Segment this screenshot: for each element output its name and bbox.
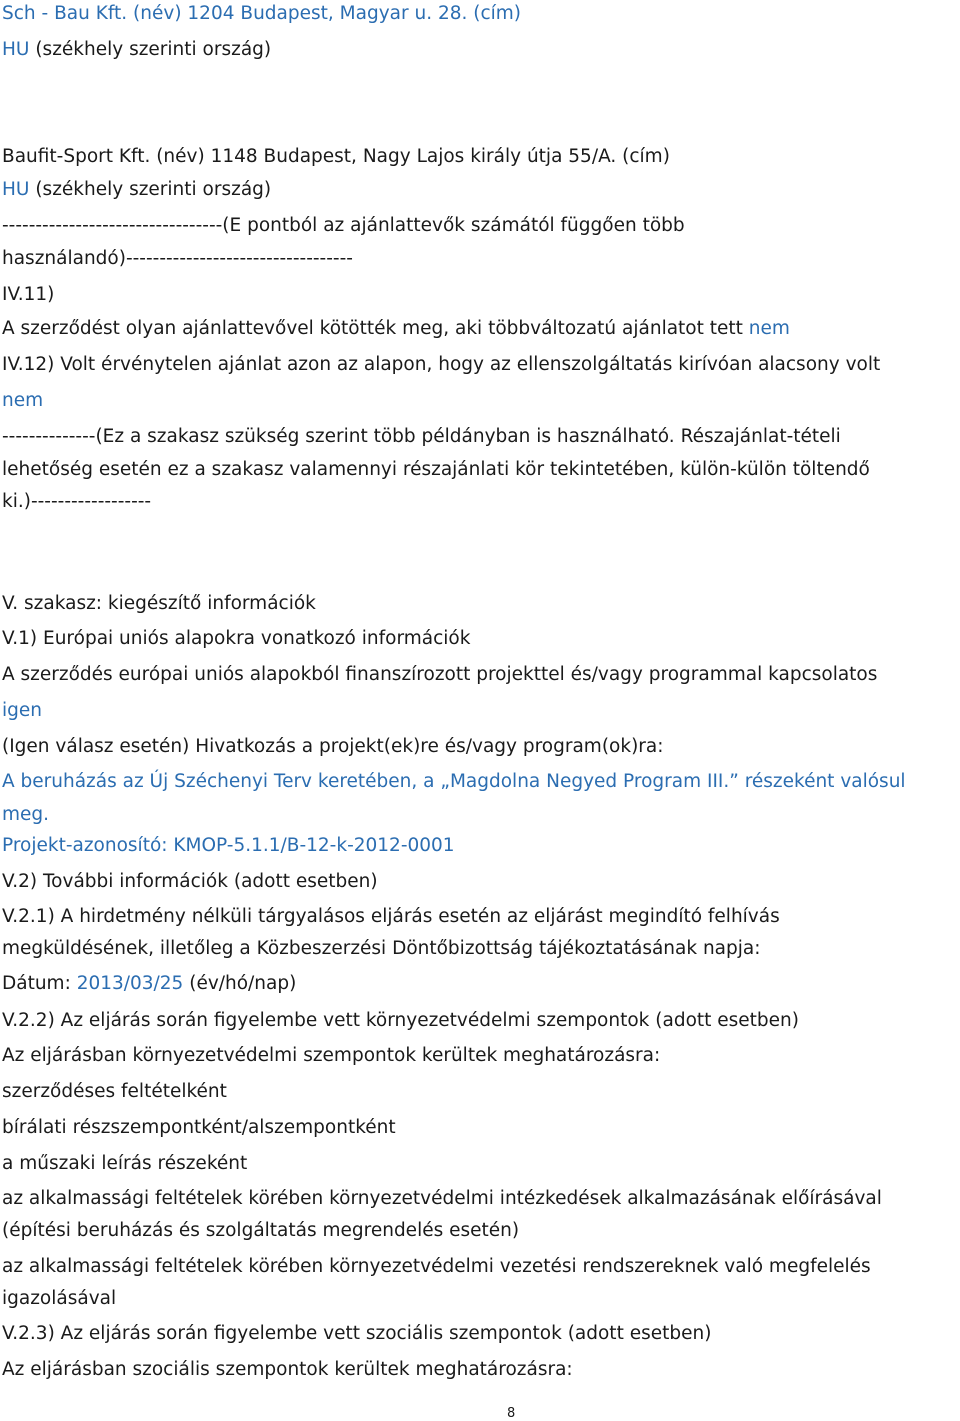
project-reference-text: A beruházás az Új Széchenyi Terv keretében, a „Magdolna Negyed Program III.” részeként valósul <box>2 771 906 792</box>
environmental-heading: V.2.2) Az eljárás során figyelembe vett környezetvédelmi szempontok (adott esetben) <box>2 1010 799 1031</box>
project-reference-text: meg. <box>2 804 50 825</box>
environmental-option: bírálati részszempontként/alszempontként <box>2 1117 396 1138</box>
section-v-title: V. szakasz: kiegészítő információk <box>2 593 316 614</box>
note-line: --------------(Ez a szakasz szükség szerint több példányban is használható. Részajánlat-tételi <box>2 426 841 447</box>
project-reference-label: (Igen válasz esetén) Hivatkozás a projekt(ek)re és/vagy program(ok)ra: <box>2 736 664 757</box>
winner-2-country: HU (székhely szerinti ország) <box>2 179 272 200</box>
social-heading: V.2.3) Az eljárás során figyelembe vett szociális szempontok (adott esetben) <box>2 1323 712 1344</box>
note-line: ki.)------------------ <box>2 491 152 512</box>
note-line: lehetőség esetén ez a szakasz valamennyi részajánlati kör tekintetében, külön-külön töltendő <box>2 459 870 480</box>
environmental-intro: Az eljárásban környezetvédelmi szempontok kerültek meghatározásra: <box>2 1045 661 1066</box>
negotiated-procedure-line: megküldésének, illetőleg a Közbeszerzési Döntőbizottság tájékoztatásának napja: <box>2 938 761 959</box>
invalid-offer-answer: nem <box>2 390 44 411</box>
date-line: Dátum: 2013/03/25 (év/hó/nap) <box>2 973 297 994</box>
environmental-option: az alkalmassági feltételek körében környezetvédelmi intézkedések alkalmazásának előírásával <box>2 1188 882 1209</box>
page-number: 8 <box>507 1406 516 1421</box>
separator-line: ---------------------------------(E pontból az ajánlattevők számától függően több <box>2 215 685 236</box>
variant-offer-question: A szerződést olyan ajánlattevővel kötötték meg, aki többváltozatú ajánlatot tett nem <box>2 318 790 339</box>
further-info-heading: V.2) További információk (adott esetben) <box>2 871 378 892</box>
section-heading: IV.11) <box>2 284 55 305</box>
environmental-option: szerződéses feltételként <box>2 1081 227 1102</box>
environmental-option: igazolásával <box>2 1288 117 1309</box>
separator-line: használandó)---------------------------------- <box>2 248 353 269</box>
project-id: Projekt-azonosító: KMOP-5.1.1/B-12-k-2012-0001 <box>2 835 455 856</box>
negotiated-procedure-line: V.2.1) A hirdetmény nélküli tárgyalásos eljárás esetén az eljárást megindító felhívás <box>2 906 780 927</box>
winner-1-country: HU (székhely szerinti ország) <box>2 39 272 60</box>
winner-1-line: Sch - Bau Kft. (név) 1204 Budapest, Magyar u. 28. (cím) <box>2 3 522 24</box>
social-intro: Az eljárásban szociális szempontok kerültek meghatározásra: <box>2 1359 573 1380</box>
eu-funds-heading: V.1) Európai uniós alapokra vonatkozó információk <box>2 628 471 649</box>
winner-2-line: Baufit-Sport Kft. (név) 1148 Budapest, Nagy Lajos király útja 55/A. (cím) <box>2 146 670 167</box>
environmental-option: a műszaki leírás részeként <box>2 1153 248 1174</box>
invalid-offer-question: IV.12) Volt érvénytelen ajánlat azon az alapon, hogy az ellenszolgáltatás kirívóan alacsony volt <box>2 354 881 375</box>
environmental-option: (építési beruházás és szolgáltatás megrendelés esetén) <box>2 1220 520 1241</box>
eu-funds-question: A szerződés európai uniós alapokból finanszírozott projekttel és/vagy programmal kapcsolatos <box>2 664 878 685</box>
eu-funds-answer: igen <box>2 700 42 721</box>
environmental-option: az alkalmassági feltételek körében környezetvédelmi vezetési rendszereknek való megfelelés <box>2 1256 871 1277</box>
